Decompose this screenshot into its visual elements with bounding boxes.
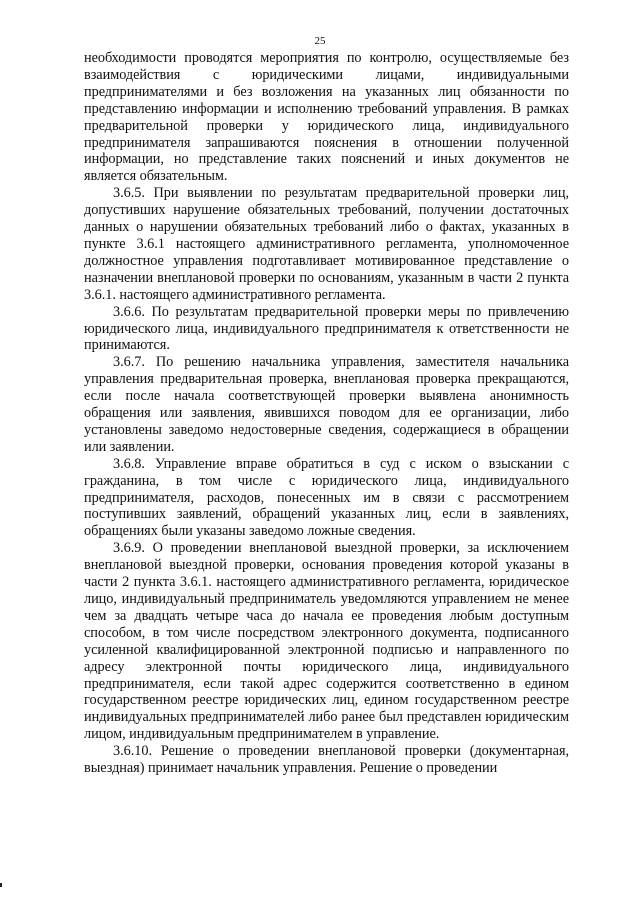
- paragraph-3-6-5: 3.6.5. При выявлении по результатам предварительной проверки лиц, допустивших нарушение обязательных требований, получении достаточных данных о нарушении обязательных требований либо о фактах, указанных в пункте 3.6.1 настоящего административного регламента, уполномоченное должностное управления подготавливает мотивированное представление о назначении внеплановой проверки по основаниям, указанным в части 2 пункта 3.6.1. настоящего административного регламента.: [84, 185, 569, 303]
- paragraph-3-6-9: 3.6.9. О проведении внеплановой выездной проверки, за исключением внеплановой выездной проверки, основания проведения которой указаны в части 2 пункта 3.6.1. настоящего административного регламента, юридическое лицо, индивидуальный предприниматель уведомляются управлением не менее чем за двадцать четыре часа до начала ее проведения любым доступным способом, в том числе посредством электронного документа, подписанного усиленной квалифицированной электронной подписью и направленного по адресу электронной почты юридического лица, индивидуального предпринимателя, если такой адрес содержится соответственно в едином государственном реестре юридических лиц, едином государственном реестре индивидуальных предпринимателей либо ранее был представлен юридическим лицом, индивидуальным предпринимателем в управление.: [84, 540, 569, 743]
- paragraph-3-6-10: 3.6.10. Решение о проведении внеплановой проверки (документарная, выездная) принимает начальник управления. Решение о проведении: [84, 743, 569, 777]
- page-number: 25: [314, 35, 326, 47]
- paragraph-3-6-6: 3.6.6. По результатам предварительной проверки меры по привлечению юридического лица, индивидуального предпринимателя к ответственности не принимаются.: [84, 303, 569, 354]
- scan-mark: [0, 883, 2, 887]
- document-body: [84, 50, 569, 777]
- paragraph-3-6-8: 3.6.8. Управление вправе обратиться в суд с иском о взыскании с гражданина, в том числе с юридического лица, индивидуального предпринимателя, расходов, понесенных им в связи с рассмотрением поступивших заявлений, обращений указанных лиц, если в заявлениях, обращениях были указаны заведомо ложные сведения.: [84, 455, 569, 540]
- paragraph-continuation: необходимости проводятся мероприятия по контролю, осуществляемые без взаимодействия с юридическими лицами, индивидуальными предпринимателями и без возложения на указанных лиц обязанности по представлению информации и исполнению требований управления. В рамках предварительной проверки у юридического лица, индивидуального предпринимателя запрашиваются пояснения в отношении полученной информации, но представление таких пояснений и иных документов не является обязательным.: [84, 50, 569, 185]
- paragraph-3-6-7: 3.6.7. По решению начальника управления, заместителя начальника управления предварительная проверка, внеплановая проверка прекращаются, если после начала соответствующей проверки выявлена анонимность обращения или заявления, явившихся поводом для ее организации, либо установлены заведомо недостоверные сведения, содержащиеся в обращении или заявлении.: [84, 354, 569, 455]
